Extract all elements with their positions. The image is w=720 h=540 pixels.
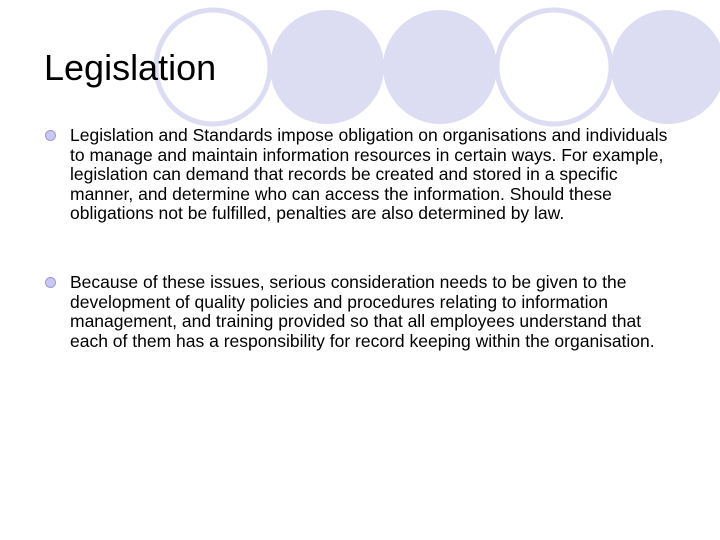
bullet-text: Because of these issues, serious consideration needs to be given to the development of quality policies and procedures relating to information management, and training provided so that all employees understand that each of them has a responsibility for record keeping within the organisation. (70, 271, 655, 351)
bullet-item (44, 273, 676, 351)
circle-filled-3 (611, 10, 720, 124)
bullet-item (44, 126, 676, 224)
circle-filled-1 (270, 10, 384, 124)
slide-title: Legislation (44, 47, 217, 88)
bullet-text: Legislation and Standards impose obligation on organisations and individuals to manage and maintain information resources in certain ways. For example, legislation can demand that records be created and stored in a specific manner, and determine who can access the information. Should these obligations not be fulfilled, penalties are also determined by law. (70, 125, 668, 224)
circle-filled-2 (383, 10, 497, 124)
circle-bullet-icon (45, 130, 56, 141)
circle-bullet-icon (45, 277, 56, 288)
bullet-list (44, 126, 676, 400)
circle-outline-2 (497, 10, 611, 124)
